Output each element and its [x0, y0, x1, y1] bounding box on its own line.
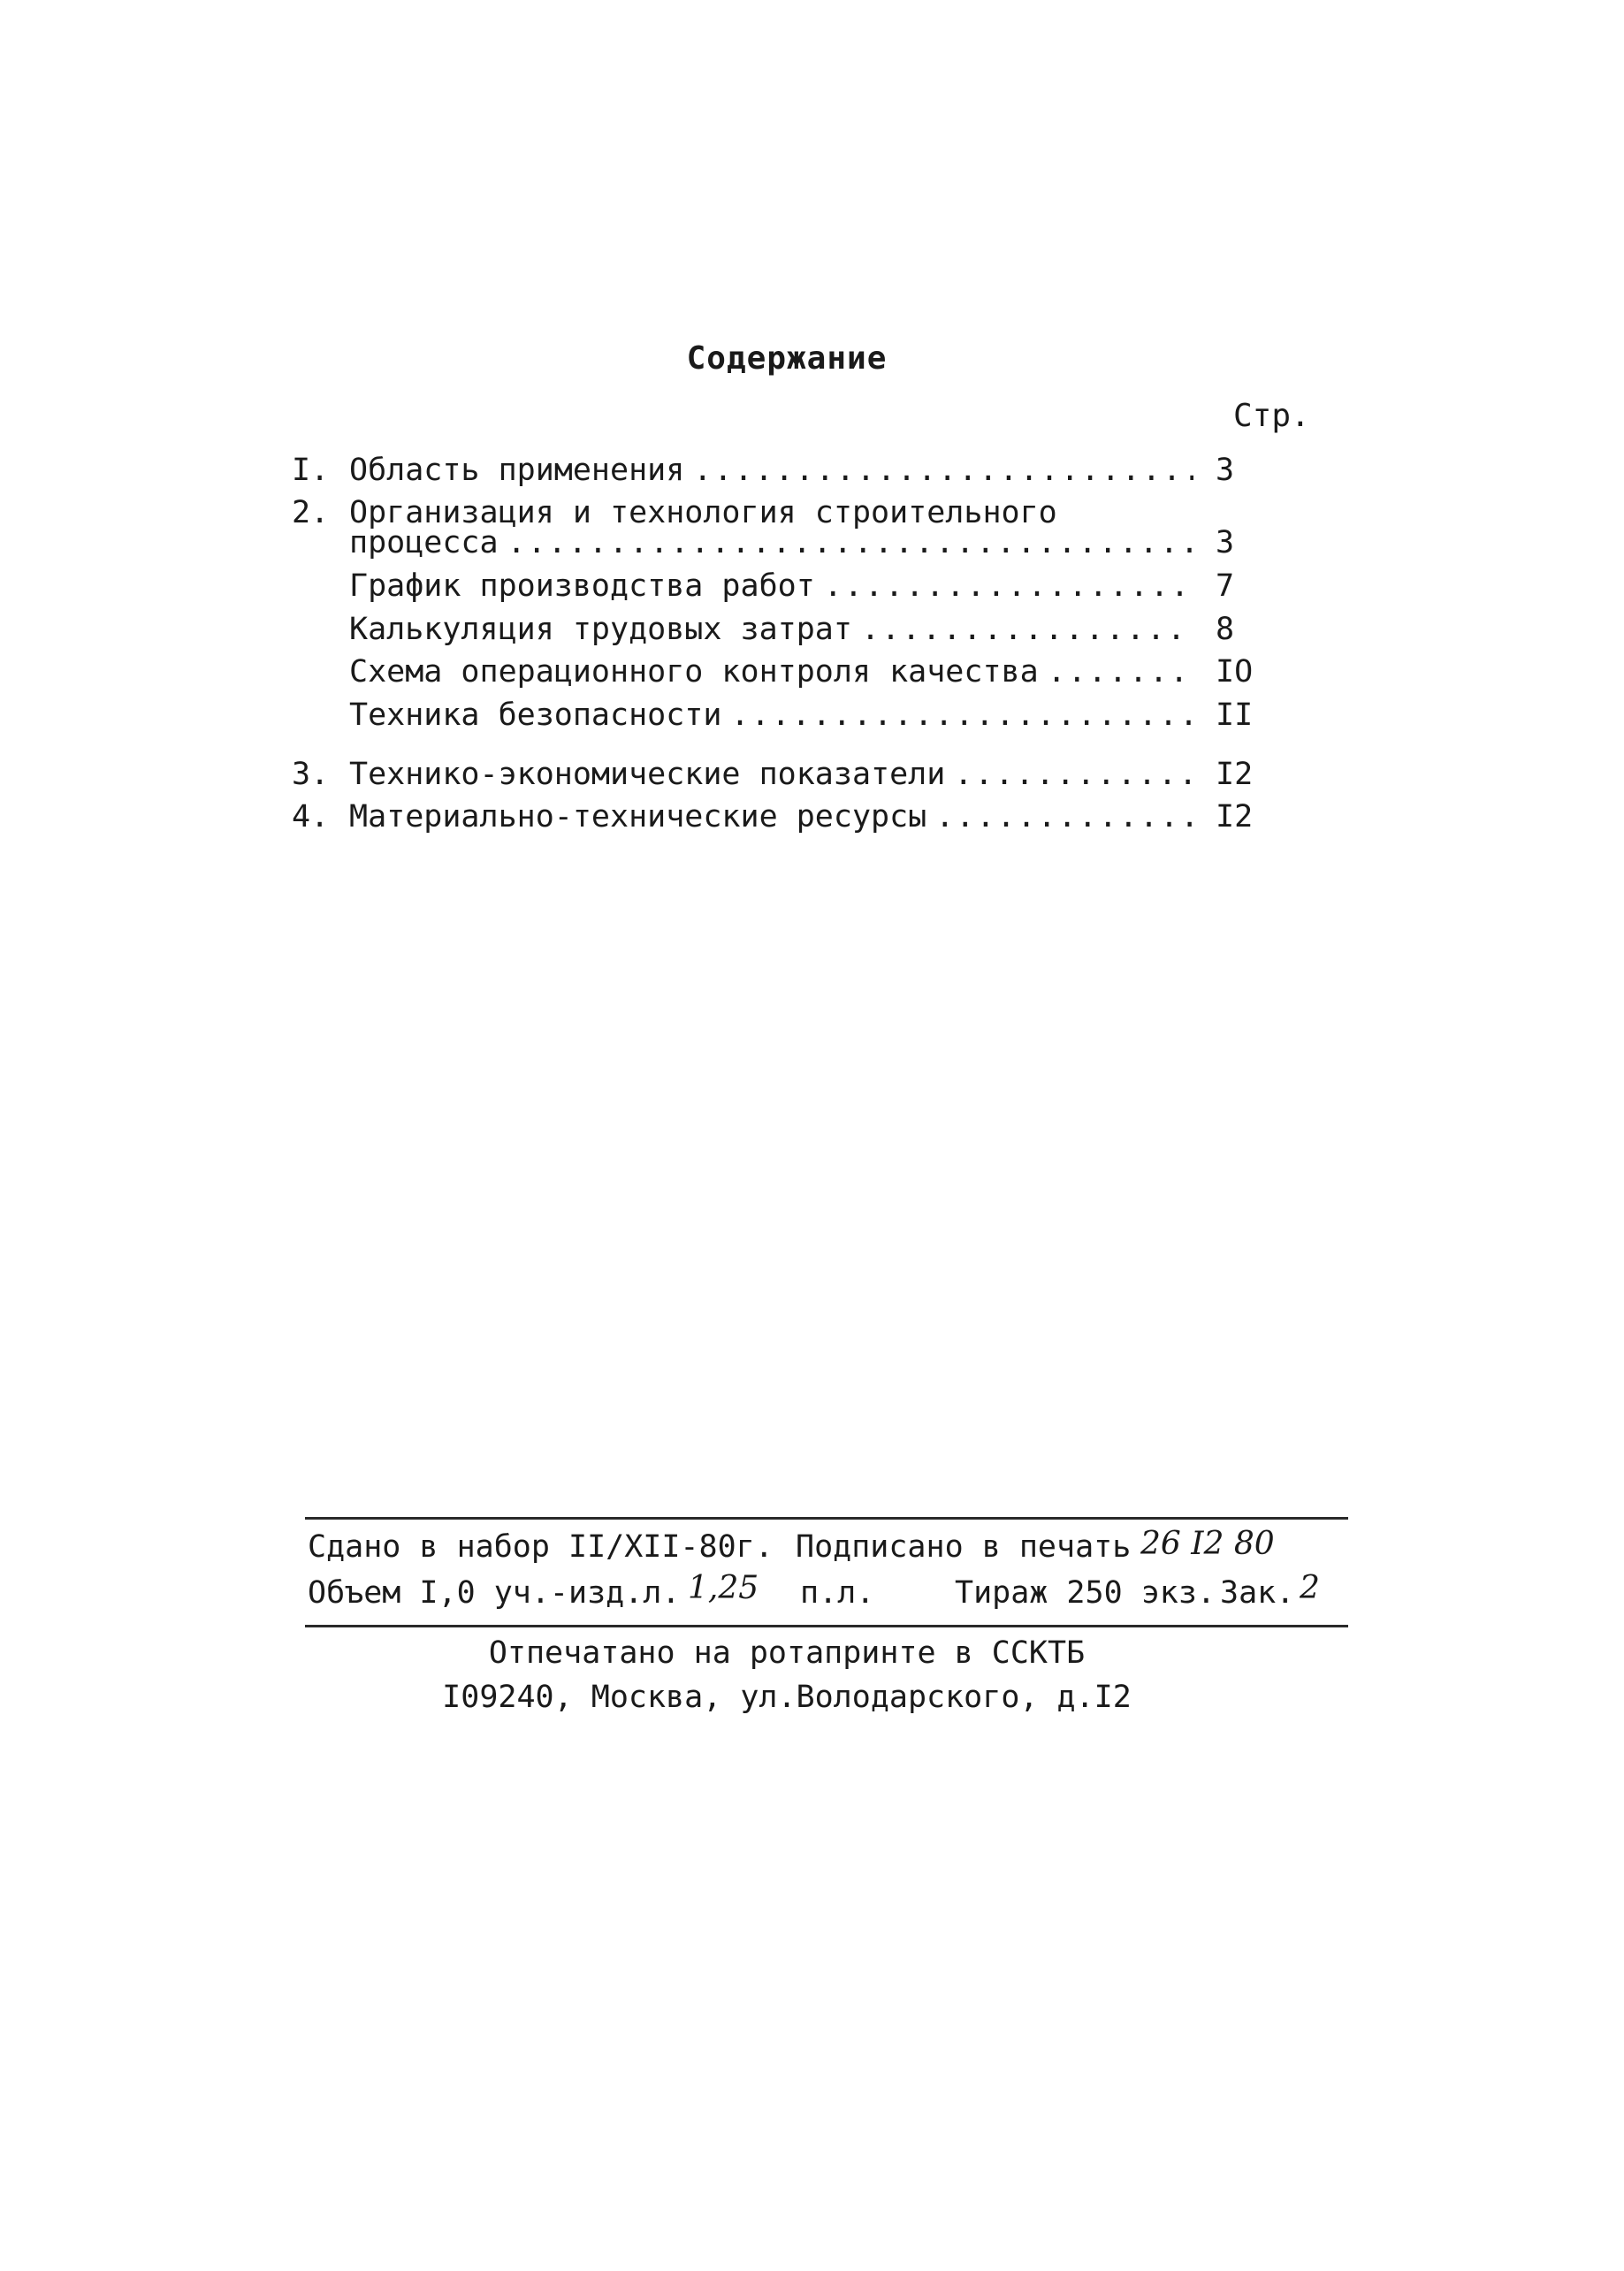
toc-entry[interactable] [349, 525, 1202, 560]
toc-entry-text: График производства работ [349, 568, 815, 604]
printer-line: Отпечатано на ротапринте в ССКТБ [488, 1635, 1086, 1671]
page-column-header: Стр. [1233, 398, 1310, 434]
toc-entry-page: II [1216, 697, 1254, 733]
toc-entry-number: 4. [292, 799, 330, 834]
signed-date-handwritten: 26 I2 80 [1140, 1526, 1275, 1562]
order-number-handwritten: 2 [1300, 1570, 1320, 1606]
toc-entry-page: 7 [1216, 568, 1235, 604]
toc-entry[interactable] [349, 757, 1202, 792]
toc-entry-text: Технико-экономические показатели [349, 757, 946, 792]
printed-sheets-unit: п.л. [800, 1575, 875, 1611]
toc-entry[interactable] [349, 453, 1202, 488]
toc-entry-page: 3 [1216, 453, 1235, 488]
typeset-date: Сдано в набор II/XII-80г. [308, 1529, 774, 1565]
toc-entry-text: Схема операционного контроля качества [349, 654, 1039, 690]
leader-dots [693, 453, 1193, 488]
imprint-top-rule [305, 1517, 1348, 1520]
leader-dots [861, 612, 1193, 647]
toc-entry-page: IO [1216, 654, 1254, 690]
toc-entry-number: 3. [292, 757, 330, 792]
toc-entry[interactable] [349, 697, 1202, 733]
leader-dots [954, 757, 1193, 792]
leader-dots [824, 568, 1193, 604]
printed-sheets-handwritten: 1,25 [688, 1570, 759, 1606]
toc-entry[interactable] [349, 799, 1202, 834]
toc-entry-text: процесса [349, 525, 499, 560]
toc-entry-text: Калькуляция трудовых затрат [349, 612, 852, 647]
order-label: Зак. [1220, 1575, 1295, 1611]
toc-entry[interactable] [349, 654, 1202, 690]
signed-label: Подписано в печать [796, 1529, 1132, 1565]
printer-address: I09240, Москва, ул.Володарского, д.I2 [442, 1680, 1132, 1715]
toc-entry-text-line1: Организация и технология строительного [349, 495, 1057, 530]
toc-entry[interactable] [349, 612, 1202, 647]
toc-entry-text: Материально-технические ресурсы [349, 799, 927, 834]
volume-label: Объем I,0 уч.-изд.л. [308, 1575, 681, 1611]
toc-entry[interactable] [349, 568, 1202, 604]
toc-entry-text: Техника безопасности [349, 697, 722, 733]
leader-dots [1048, 654, 1193, 690]
toc-title: Содержание [686, 340, 888, 377]
toc-entry-page: 3 [1216, 525, 1235, 560]
circulation: Тираж 250 экз. [955, 1575, 1216, 1611]
toc-entry-page: I2 [1216, 757, 1254, 792]
leader-dots [730, 697, 1193, 733]
imprint-bottom-rule [305, 1625, 1348, 1627]
toc-entry-number: I. [292, 453, 330, 488]
leader-dots [935, 799, 1193, 834]
toc-entry-text: Область применения [349, 453, 685, 488]
leader-dots [507, 525, 1193, 560]
toc-entry-number: 2. [292, 495, 330, 530]
toc-entry-page: I2 [1216, 799, 1254, 834]
toc-entry-page: 8 [1216, 612, 1235, 647]
